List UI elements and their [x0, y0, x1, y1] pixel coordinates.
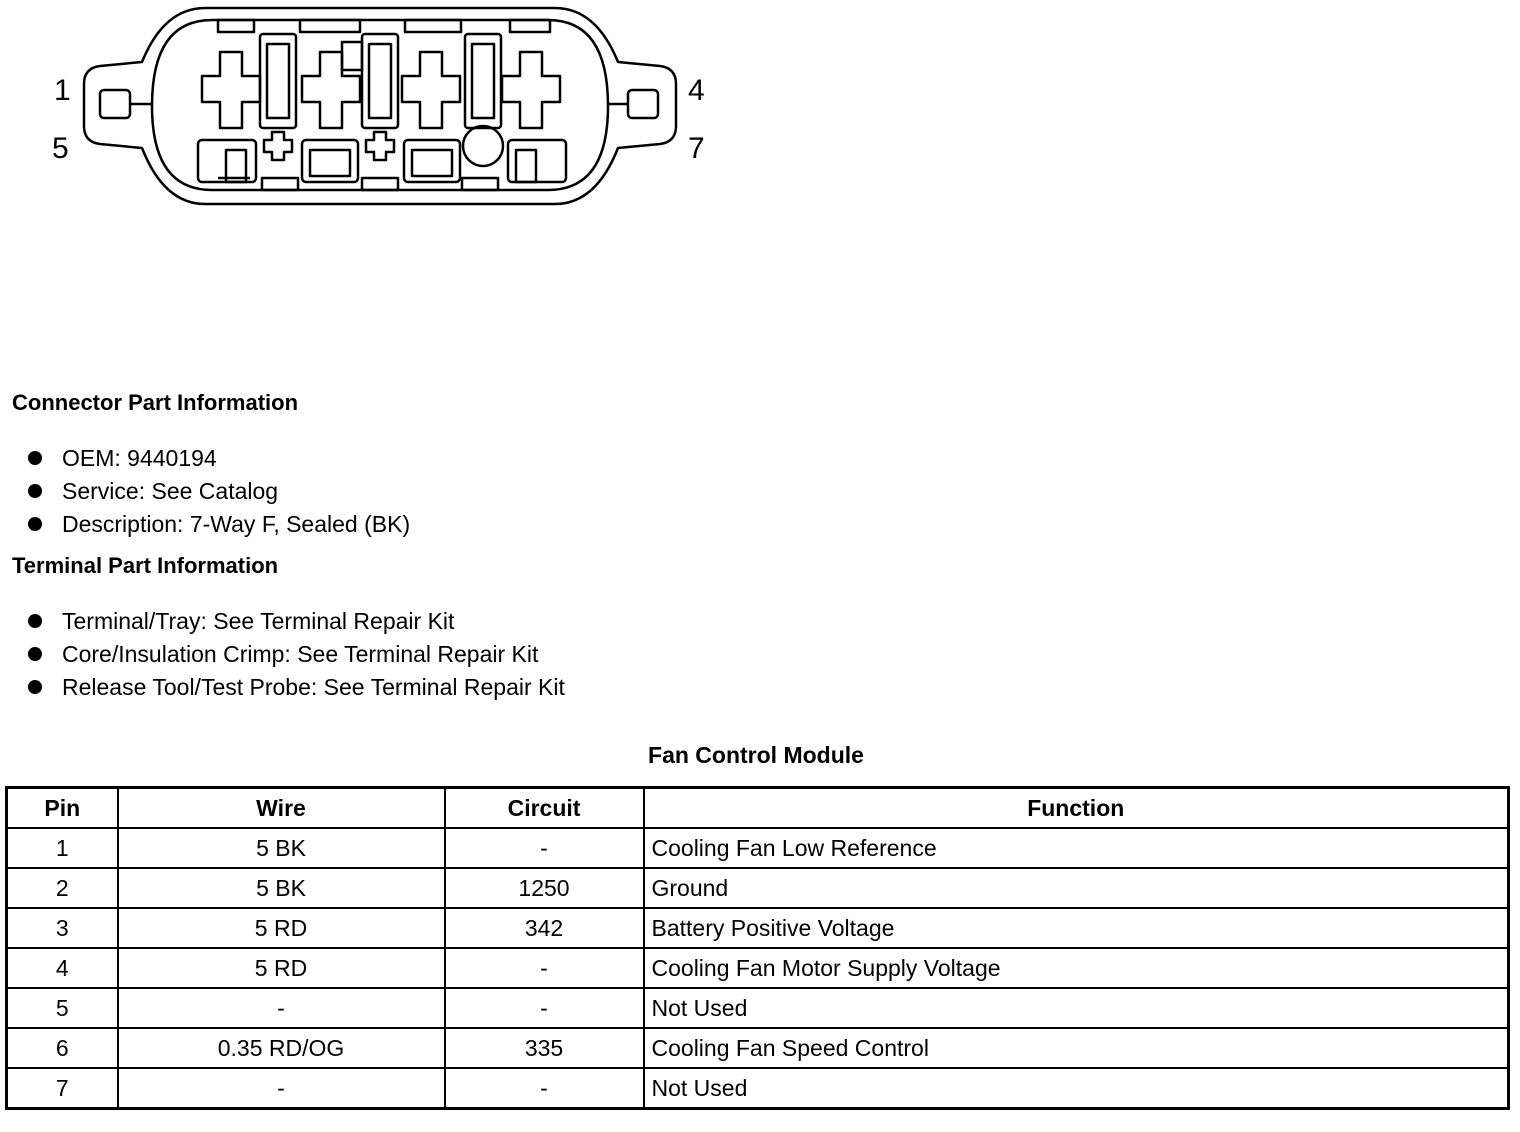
terminal-cavity-2: [302, 52, 360, 128]
cell-function: Ground: [644, 868, 1509, 908]
cell-circuit: 1250: [445, 868, 644, 908]
cell-wire: -: [118, 1068, 445, 1109]
list-item: Description: 7-Way F, Sealed (BK): [28, 508, 410, 541]
table-row: [7, 988, 1509, 1028]
table-header-row: [7, 788, 1509, 829]
table-row: [7, 1028, 1509, 1068]
bullet-icon: [28, 614, 42, 628]
cell-pin: 6: [7, 1028, 118, 1068]
cell-pin: 7: [7, 1068, 118, 1109]
pin-label-4: 4: [688, 74, 705, 107]
cell-wire: 5 RD: [118, 908, 445, 948]
bullet-icon: [28, 680, 42, 694]
connector-info-list: [28, 442, 410, 541]
cell-function: Cooling Fan Speed Control: [644, 1028, 1509, 1068]
connector-info-heading: Connector Part Information: [12, 390, 299, 415]
cell-function: Not Used: [644, 1068, 1509, 1109]
cell-circuit: 335: [445, 1028, 644, 1068]
cell-pin: 2: [7, 868, 118, 908]
list-item: Release Tool/Test Probe: See Terminal Repair Kit: [28, 671, 565, 704]
header-function: Function: [644, 788, 1509, 829]
cell-wire: 5 BK: [118, 868, 445, 908]
terminal-info-list: [28, 605, 565, 704]
right-latch: [628, 90, 658, 118]
terminal-info-heading: Terminal Part Information: [12, 553, 279, 578]
list-item: Core/Insulation Crimp: See Terminal Repair Kit: [28, 638, 565, 671]
table-row: [7, 1068, 1509, 1109]
list-item: OEM: 9440194: [28, 442, 410, 475]
cell-circuit: -: [445, 948, 644, 988]
cell-circuit: 342: [445, 908, 644, 948]
cell-circuit: -: [445, 988, 644, 1028]
list-item: Terminal/Tray: See Terminal Repair Kit: [28, 605, 565, 638]
pin-label-1: 1: [54, 74, 71, 107]
header-wire: Wire: [118, 788, 445, 829]
cell-function: Cooling Fan Low Reference: [644, 828, 1509, 868]
terminal-cavity-4: [502, 52, 560, 128]
cell-wire: -: [118, 988, 445, 1028]
bullet-icon: [28, 647, 42, 661]
header-pin: Pin: [7, 788, 118, 829]
cell-circuit: -: [445, 1068, 644, 1109]
bullet-icon: [28, 517, 42, 531]
cell-circuit: -: [445, 828, 644, 868]
cell-wire: 0.35 RD/OG: [118, 1028, 445, 1068]
cell-pin: 3: [7, 908, 118, 948]
header-circuit: Circuit: [445, 788, 644, 829]
left-latch: [100, 90, 130, 118]
terminal-cavity-1: [202, 52, 260, 128]
table-row: [7, 868, 1509, 908]
cell-function: Battery Positive Voltage: [644, 908, 1509, 948]
cell-function: Cooling Fan Motor Supply Voltage: [644, 948, 1509, 988]
cell-function: Not Used: [644, 988, 1509, 1028]
pin-label-7: 7: [688, 132, 705, 165]
table-row: [7, 828, 1509, 868]
table-title: Fan Control Module: [648, 742, 864, 768]
cell-pin: 1: [7, 828, 118, 868]
list-item: Service: See Catalog: [28, 475, 410, 508]
pin-table: [5, 786, 1510, 1110]
cell-pin: 5: [7, 988, 118, 1028]
pin-label-5: 5: [52, 132, 69, 165]
cell-wire: 5 BK: [118, 828, 445, 868]
table-row: [7, 948, 1509, 988]
bullet-icon: [28, 484, 42, 498]
bullet-icon: [28, 451, 42, 465]
connector-face-diagram: [0, 0, 760, 220]
cell-wire: 5 RD: [118, 948, 445, 988]
cell-pin: 4: [7, 948, 118, 988]
table-row: [7, 908, 1509, 948]
terminal-cavity-3: [402, 52, 460, 128]
